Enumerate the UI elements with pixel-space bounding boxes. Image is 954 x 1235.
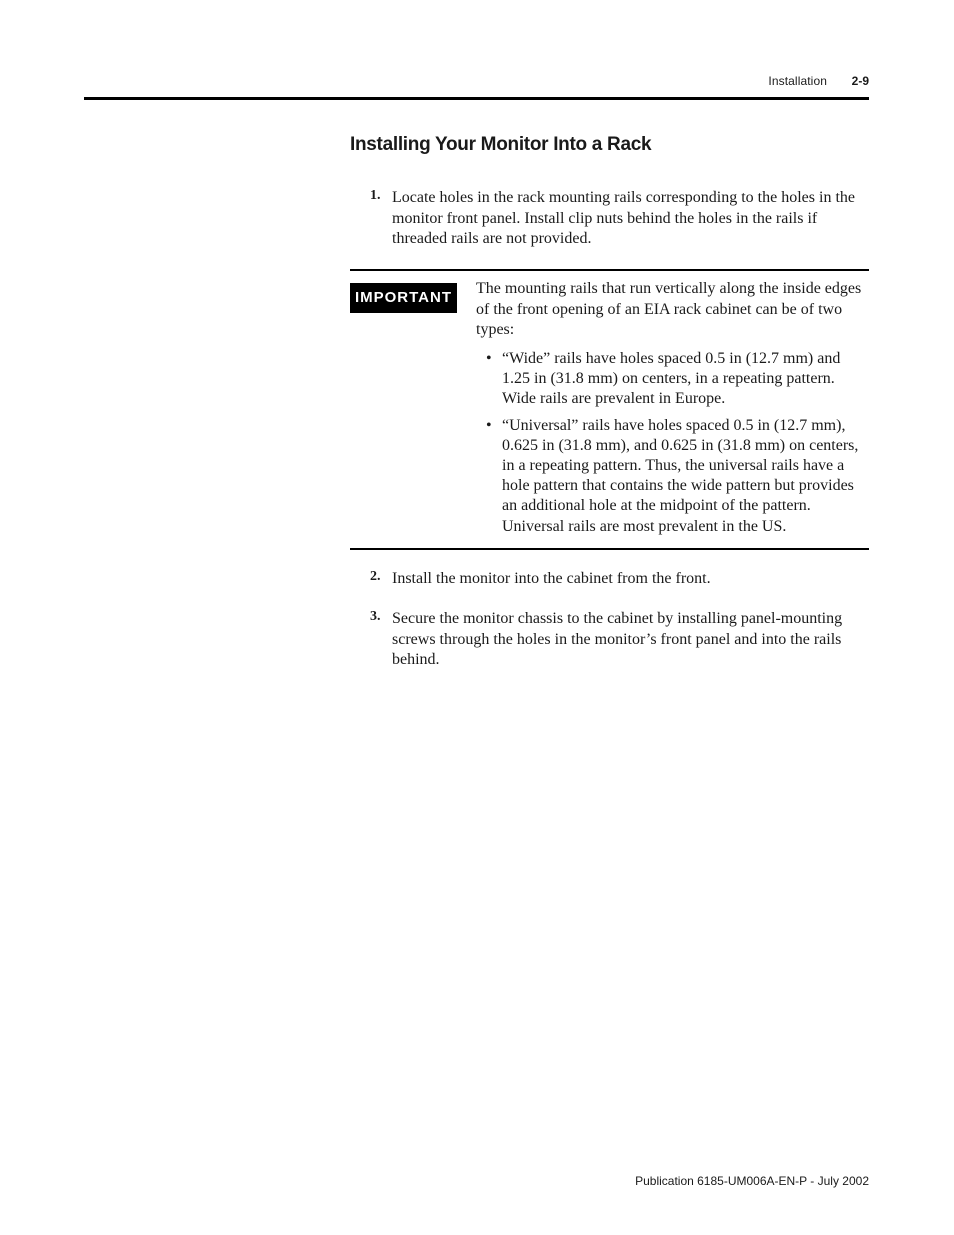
important-bottom-rule [350,548,869,550]
step-text: Secure the monitor chassis to the cabinet by installing panel-mounting screws through the holes in the monitor’s front panel and into the rails behind. [392,610,843,668]
bullet-item-universal-rails [486,416,869,537]
step-number: 1. [370,188,381,203]
bullet-icon: • [486,416,492,434]
section-title: Installing Your Monitor Into a Rack [350,134,652,155]
bullet-text: “Universal” rails have holes spaced 0.5 in (12.7 mm), 0.625 in (31.8 mm), and 0.625 in (31.8 mm) on centers, in a repeating pattern. Thus, the universal rails have a hole pattern that contains the wide pattern but provides an additional hole at the midpoint of the pattern. Universal rails are most prevalent in the US. [502,416,859,535]
step-text: Locate holes in the rack mounting rails corresponding to the holes in the monitor front panel. Install clip nuts behind the holes in the rails if threaded rails are not provided. [392,189,855,247]
step-number: 2. [370,569,381,584]
step-text: Install the monitor into the cabinet from the front. [392,570,711,587]
important-label: IMPORTANT [350,283,457,313]
header-page-number: 2-9 [851,74,869,88]
header-section-name: Installation [768,74,827,88]
footer-publication: Publication 6185-UM006A-EN-P - July 2002 [635,1174,869,1188]
header-rule [84,97,869,100]
step-3 [350,609,869,671]
step-2 [350,569,869,590]
step-number: 3. [370,609,381,624]
bullet-item-wide-rails [486,349,869,410]
running-header [84,74,869,92]
important-bullet-list [486,349,869,543]
important-intro-text: The mounting rails that run vertically along the inside edges of the front opening of an EIA rack cabinet can be of two types: [476,280,862,338]
important-top-rule [350,269,869,271]
bullet-icon: • [486,350,492,367]
important-notice [350,269,869,551]
step-1 [350,188,869,250]
bullet-text: “Wide” rails have holes spaced 0.5 in (12.7 mm) and 1.25 in (31.8 mm) on centers, in a repeating pattern. Wide rails are prevalent in Europe. [502,350,841,408]
